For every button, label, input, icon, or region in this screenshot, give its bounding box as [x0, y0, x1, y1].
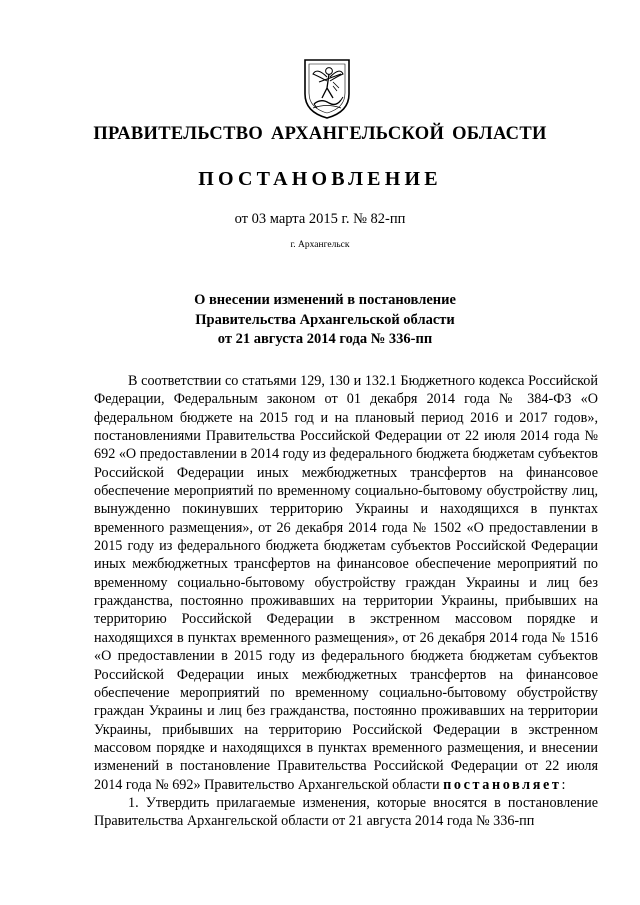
government-title: ПРАВИТЕЛЬСТВО АРХАНГЕЛЬСКОЙ ОБЛАСТИ [93, 124, 547, 144]
document-type: ПОСТАНОВЛЕНИЕ [198, 168, 442, 190]
document-subject [150, 291, 500, 350]
subject-line-2: Правительства Архангельской области [195, 311, 455, 328]
preamble-text: В соответствии со статьями 129, 130 и 132.1 Бюджетного кодекса Российской Федерации, Федеральным законом от 01 декабря 2014 года № 384-ФЗ «О федеральном бюджете на 2015 год и на плановый период 2016 и 2017 годов», постановлениями Правительства Российской Федерации от 22 июля 2014 года № 692 «О предоставлении в 2014 году из федерального бюджета бюджетам субъектов Российской Федерации иных межбюджетных трансфертов на финансовое обеспечение мероприятий по временному социально-бытовому обустройству лиц, вынужденно покинувших территорию Украины и находящихся в пунктах временного размещения», от 26 декабря 2014 года № 1502 «О предоставлении в 2015 году из федерального бюджета бюджетам субъектов Российской Федерации иных межбюджетных трансфертов на финансовое обеспечение мероприятий по временному социально-бытовому обустройству граждан Украины и лиц без гражданства, постоянно проживавших на территории Украины, прибывших на территорию Российской Федерации в экстренном массовом порядке и находящихся в пунктах временного размещения», от 26 декабря 2014 года № 1516 «О предоставлении в 2015 году из федерального бюджета бюджетам субъектов Российской Федерации иных межбюджетных трансфертов на финансовое обеспечение мероприятий по временному социально-бытовому обустройству граждан Украины и лиц без гражданства, постоянно проживавших на территории Украины, прибывших на территорию Российской Федерации в экстренном массовом порядке и находящихся в пунктах временного размещения, и внесении изменений в постановление Правительства Российской Федерации от 22 июля 2014 года № 692» Правительство Архангельской области [94, 373, 598, 793]
document-date-number: от 03 марта 2015 г. № 82-пп [234, 211, 406, 227]
document-city: г. Архангельск [290, 240, 350, 250]
decree-colon: : [561, 776, 566, 793]
decree-word: постановляет [443, 776, 562, 793]
document-body [94, 372, 598, 831]
body-paragraph-1 [94, 372, 598, 794]
subject-line-3: от 21 августа 2014 года № 336-пп [217, 331, 433, 347]
coat-of-arms-icon [303, 58, 351, 120]
subject-line-1: О внесении изменений в постановление [194, 292, 456, 308]
body-paragraph-2: 1. Утвердить прилагаемые изменения, которые вносятся в постановление Правительства Архангельской области от 21 августа 2014 года № 336-пп [94, 794, 598, 830]
